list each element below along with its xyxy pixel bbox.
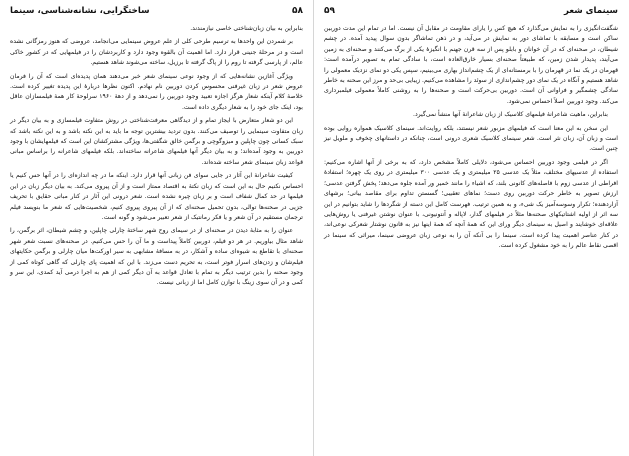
right-paragraph-1: شگفت‌انگیزی را به نمایش می‌گذارد که هیچ کس را یارای مقاومت در مقابل آن نیست. اما در تمام این مدت دوربین ساکن است و مسابقه با تماشای دور به نمایش در می‌آید، و در ذهن تماشاگر بدون سوال پیدید آمده. در چشم شیطان، در صحنه‌ای که در آن خوانان و بابلو پس از سه قرن جهنم با انگیزهٔ یکی از برگ می‌کنند و صحنه‌ای به زمین می‌آیند، پدیدار شدن زمین، که طبیعتاً صحنه‌ای بسیار خارق‌العاده است، با سادگی تمام به تصویر درآمده است: قهرمان در یک نما در قهرمان را با برمستانه‌ای از یک چشم‌انداز بهاری می‌بینیم، سپس یکی دو نمای نزدیک معمولی را شاهد هستیم و آنگاه در یک نمای دور چشم‌اندازی از سوئد را مشاهده می‌کنیم. زیبایی بی‌حد و مرز این صحنه به خاطر سادگی چشمگیر و فراوانی آن است. دوربین بی‌حرکت است و صحنه‌ها را به روشنی کاملاً معمولی فیلمبرداری می‌کند. وجود دوربین اصلاً احساس نمی‌شود. (324, 25, 618, 105)
right-header-title: سینمای شعر (564, 6, 618, 16)
left-paragraph-5: کیفیت شاعرانهٔ این آثار در جایی سوای فن زبانی آنها قرار دارد. اینکه ما در چه اندازه‌ای را در آنها حس کنیم یا احساس نکنیم حال به این است که زبان نکتهٔ به اقتصاد ممتاز است و از آن پیروی می‌کند. به بیان دیگر زبان در این فیلمها در حد کمال شفاف است و بر زبان چیره نشده است. شعر درونی این آثار در کنار مبانی حقایق با تحریف جزیی در صحنه‌ها توالی، بدون تحمیل صحنه‌ای که از آن پیروی پیروی کنیم، شخصیت‌هایی که شعر ما بنویسد فیلم ترجمان مستقیم در آن شعر و یا فکر رمانتیک از شعر تعبیر می‌شود و گونه است. (10, 172, 303, 221)
left-paragraph-4: این دو شعار متعارض با ایجاز تمام و از دیدگاهی معرفت‌شناختی در روش متفاوت فیلمسازی و به بیان دیگر در زبان متفاوت سینمایی را توصیف می‌کنند. بدون تردید بیشترین توجه ما باید به این نکته باشد و به این نکته باشد که سبک کسانی چون چاپلین و میزوگوچی و برگمن خالق شگفتی‌ها، ویژگی مشترکشان این است که فیلمهایشان با وجود دوربین به وجود آمده‌اند؛ و به بیان دیگر آنها فیلمهای شاعرانه ساخته‌اند. بلکه فیلمهای شاعرانه را براساس مبانی قواعد زبان سینمای شعر ساخته شده‌اند. (10, 117, 303, 166)
right-page (314, 0, 628, 456)
left-page (0, 0, 314, 456)
left-page-number: ۵۸ (292, 6, 303, 16)
left-header-title: ساختگرایی، نشانه‌شناسی، سینما (10, 6, 150, 16)
right-running-head (324, 6, 618, 18)
right-paragraph-4: اگر در فیلمی وجود دوربین احساس می‌شود، دلایلی کاملاً مشخص دارد، که به برخی از آنها اشاره می‌کنیم: استفاده از عدسیهای مختلف، مثلاً یک عدسی ۲۵ میلیمتری و یک عدسی ۳۰۰ میلیمتری در روی یک چهره؛ استفادهٔ افراطی از عدسی زوم با فاصله‌های کانونی بلند، که اشیاء را مانند خمیر ور آمده جلوه می‌دهد؛ پخش گرفتن عدسی؛ ارزش تصویر به خاطر حرکت دوربین روی دست؛ نماهای تعقیبی؛ گسستن تداوم برای مقاصد بیانی؛ برشهای آزاردهنده؛ تکرار وسوسه‌آمیز یک شیء، و به همین ترتیب. فهرست کامل این دسته از شگردها را شاید بتوانیم در این سه اثر از اولیه اشتاتیکهای صحنه‌ها مثلاً در فیلمهای گدار، لاپاله و آنتونیونی، با عنوان نوشتن غیرفنی یا روش‌هایی علاقه‌ای خوشایند و اصیل به سینمای دیگر ورای این که همهٔ آنچه که همهٔ اینها نیز به قانون نوشتار شعرکی نوعی‌اند، در کنار عناصر اهمیت پیدا کرده است. سینما را بی آنکه آن را به نوعی زبان عروضی سینما، میراثی که سینما در اقصی نقاط عالم را به خود مشغول کرده است. (324, 158, 618, 250)
left-paragraph-2: بر شمردن این واحدها به ترسیم طرحی کلی از علم عروض سینمایی می‌انجامد، عروضی که هنوز رمزگانی نشده است و در مرحلهٔ جنینی قرار دارد. اما اهمیت آن بالقوه وجود دارد و کاربردشان را در فیلمهایی که در کشور خاکی عالم، از پارسی گرفته تا روم را از پاگ گرفته تا برزیل، ساخته می‌شوند شاهد هستیم. (10, 38, 303, 67)
left-paragraph-6: عنوان را به مثابهٔ دیدن در صحنه‌ای از در سیمای روح شهر ساختهٔ چارلی چاپلین، و چشم شیطان، اثر برگمن، را شاهد مثال بیاوریم. در هر دو فیلم، دوربین کاملاً پیداست و ما آن را حس می‌کنیم. در صحنه‌های نسبت شعر شهر صحنه‌ای با تقاطع به شیوه‌ای ساده و آشکار، در به مسافهٔ مشابهی به سیر اورکت‌ها میان چارلی و برگمن حکایتهای فیلم‌شان و زدن‌های اسرار فوتر است، به تحریم دست می‌زند. با این که اهمیت پای چارلی که گاهی کوتاه کمی از وجود صحنه را بدین ترتیب دیگر به تمام با تعادل قواعد به آن دیگر کمی از هم به اجرا درمی آید کمدی، این سر و کمی و در آن سوی زینگ با توازن کامل اما از زبانی نیست. (10, 227, 303, 287)
right-paragraph-3: این سخن به این معنا است که فیلمهای مزبور شعر نیستند، بلکه روایت‌اند. سینمای کلاسیک همواره روایی بوده است و زبان آن، زبان نثر است. شعر سینمای کلاسیک شعری درونی است، چنانکه در داستانهای چخوف و ملویل نیز چنین است. (324, 124, 618, 153)
left-paragraph-3: ویژگی آغازین نشانه‌هایی که از وجود نوعی سینمای شعر خبر می‌دهند همان پدیده‌ای است که آن را فرمان عروض شعر در زبان غیرفنی محسوس کردن دوربین نام نهادم. اکنون نظرها دربارهٔ این پدیده تغییر کرده است. خلاصهٔ کلام آینکه شعار هرگز اجازه تعبید وجود دوربین را نمی‌دهد و از دههٔ ۱۹۶۰ سرلوحهٔ کار همهٔ فیلمسازان عاقل بود، اینک جای خود را به شعار دیگری داده است. (10, 72, 303, 111)
right-page-body (324, 24, 618, 252)
right-page-number: ۵۹ (324, 6, 335, 16)
left-paragraph-1: بنابراین به بیان زبان‌شناختی خاصی نیازمندند. (190, 25, 303, 32)
left-running-head (10, 6, 303, 18)
left-page-body (10, 24, 303, 289)
right-paragraph-2: بنابراین، ماهیت شاعرانهٔ فیلمهای کلاسیک از زبان شاعرانهٔ آنها منشأ نمی‌گیرد. (413, 111, 608, 119)
